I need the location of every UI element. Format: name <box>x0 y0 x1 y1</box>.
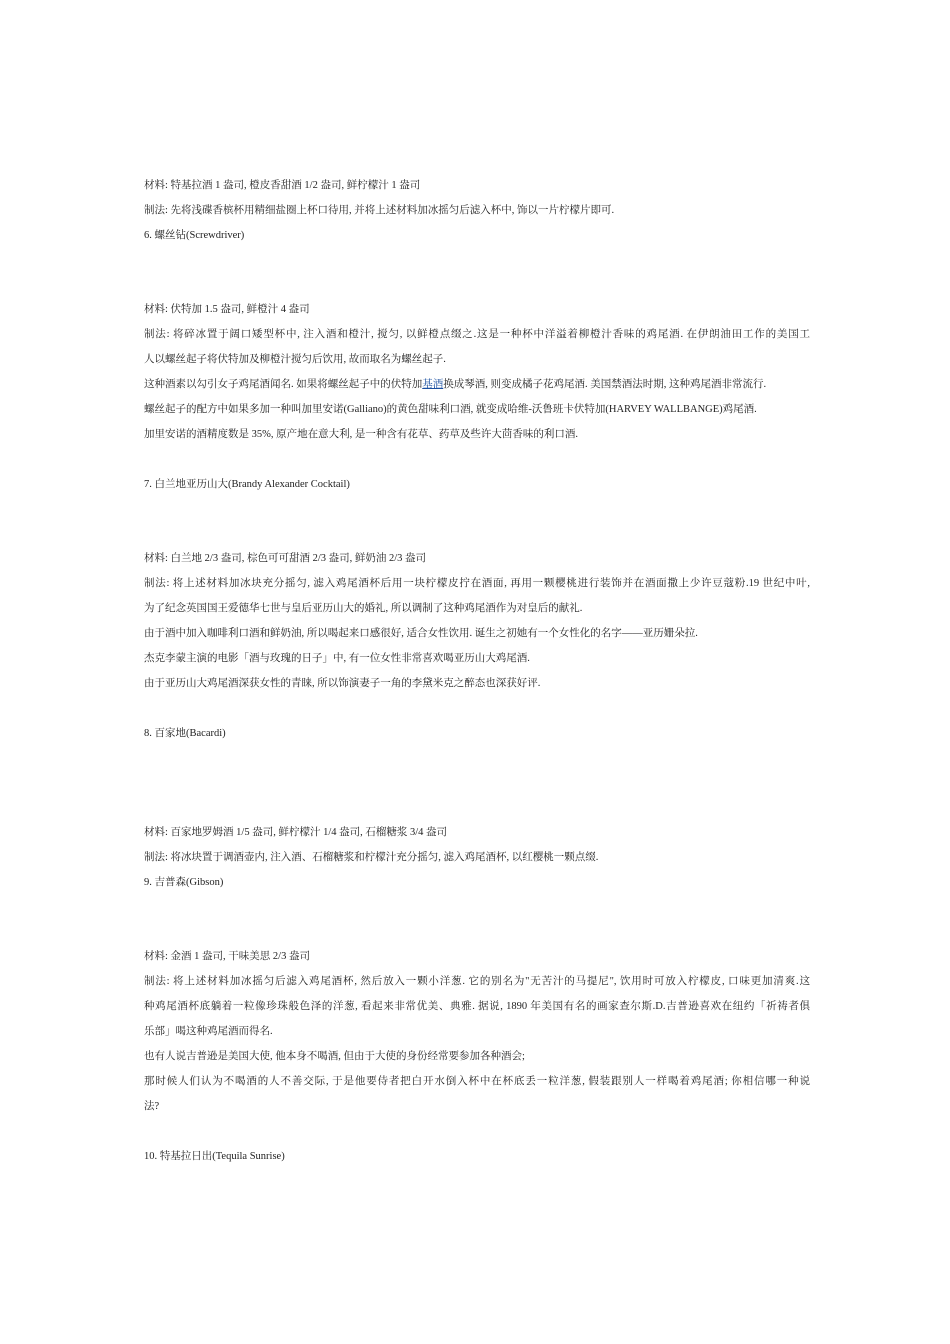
s6-paragraph-2 <box>144 378 810 392</box>
s6-paragraph-4: 加里安诺的酒精度数是 35%, 原产地在意大利, 是一种含有花草、药草及些许大茴香味的利口酒. <box>144 429 578 440</box>
s9-materials: 材料: 金酒 1 盎司, 干味美思 2/3 盎司 <box>144 951 310 962</box>
s9-heading: 9. 吉普森(Gibson) <box>144 877 224 888</box>
s6-p2-after: 换成琴酒, 则变成橘子花鸡尾酒. 美国禁酒法时期, 这种鸡尾酒非常流行. <box>443 379 767 390</box>
s7-paragraph-3: 杰克李蒙主演的电影「酒与玫瑰的日子」中, 有一位女性非常喜欢喝亚历山大鸡尾酒. <box>144 653 530 664</box>
s9-method-line3: 乐部」喝这种鸡尾酒而得名. <box>144 1026 273 1037</box>
s7-paragraph-2: 由于酒中加入咖啡利口酒和鲜奶油, 所以喝起来口感很好, 适合女性饮用. 诞生之初她有一个女性化的名字——亚历姗朵拉. <box>144 628 698 639</box>
s6-materials: 材料: 伏特加 1.5 盎司, 鲜橙汁 4 盎司 <box>144 304 310 315</box>
s6-method-line2: 人以螺丝起子将伏特加及柳橙汁搅匀后饮用, 故而取名为螺丝起子. <box>144 354 446 365</box>
s10-heading: 10. 特基拉日出(Tequila Sunrise) <box>144 1151 285 1162</box>
s9-method-line2: 种鸡尾酒杯底躺着一粒像珍珠般色泽的洋葱, 看起来非常优美、典雅. 据说, 1890 年美国有名的画家查尔斯.D.吉普逊喜欢在纽约「祈祷者俱 <box>144 1001 810 1012</box>
base-spirit-link[interactable]: 基酒 <box>422 379 444 390</box>
s7-paragraph-4: 由于亚历山大鸡尾酒深获女性的青睐, 所以饰演妻子一角的李黛米克之醉态也深获好评. <box>144 678 541 689</box>
s6-heading: 6. 螺丝钻(Screwdriver) <box>144 230 245 241</box>
s8-materials: 材料: 百家地罗姆酒 1/5 盎司, 鲜柠檬汁 1/4 盎司, 石榴糖浆 3/4 盎司 <box>144 827 448 838</box>
s9-paragraph-2: 也有人说吉普逊是美国大使, 他本身不喝酒, 但由于大使的身份经常要参加各种酒会; <box>144 1051 525 1062</box>
s6-p2-before: 这种酒素以勾引女子鸡尾酒闻名. 如果将螺丝起子中的伏特加 <box>144 379 423 390</box>
s9-paragraph-3-line2: 法? <box>144 1101 160 1112</box>
s7-method-line2: 为了纪念英国国王爱德华七世与皇后亚历山大的婚礼, 所以调制了这种鸡尾酒作为对皇后的献礼. <box>144 603 583 614</box>
s5-method: 制法: 先将浅碟香槟杯用精细盐圈上杯口待用, 并将上述材料加冰摇匀后滤入杯中, 饰以一片柠檬片即可. <box>144 205 615 216</box>
s8-method: 制法: 将冰块置于调酒壶内, 注入酒、石榴糖浆和柠檬汁充分摇匀, 滤入鸡尾酒杯, 以红樱桃一颗点缀. <box>144 852 599 863</box>
s7-method-line1: 制法: 将上述材料加冰块充分摇匀, 滤入鸡尾酒杯后用一块柠檬皮拧在酒面, 再用一颗樱桃进行装饰并在酒面撒上少许豆蔻粉.19 世纪中叶, <box>144 578 810 589</box>
s9-paragraph-3-line1: 那时候人们认为不喝酒的人不善交际, 于是他要侍者把白开水倒入杯中在杯底丢一粒洋葱, 假装跟别人一样喝着鸡尾酒; 你相信哪一种说 <box>144 1076 810 1087</box>
s9-method-line1: 制法: 将上述材料加冰摇匀后滤入鸡尾酒杯, 然后放入一颗小洋葱. 它的别名为"无苦汁的马提尼", 饮用时可放入柠檬皮, 口味更加清爽.这 <box>144 976 810 987</box>
s7-materials: 材料: 白兰地 2/3 盎司, 棕色可可甜酒 2/3 盎司, 鲜奶油 2/3 盎司 <box>144 553 427 564</box>
s8-heading: 8. 百家地(Bacardi) <box>144 728 226 739</box>
s7-heading: 7. 白兰地亚历山大(Brandy Alexander Cocktail) <box>144 479 350 490</box>
s6-paragraph-3: 螺丝起子的配方中如果多加一种叫加里安诺(Galliano)的黄色甜味利口酒, 就变成哈维-沃鲁班卡伏特加(HARVEY WALLBANGE)鸡尾酒. <box>144 404 757 415</box>
s5-materials: 材料: 特基拉酒 1 盎司, 橙皮香甜酒 1/2 盎司, 鲜柠檬汁 1 盎司 <box>144 180 421 191</box>
s6-method-line1: 制法: 将碎冰置于阔口矮型杯中, 注入酒和橙汁, 搅匀, 以鲜橙点缀之.这是一种杯中洋溢着柳橙汁香味的鸡尾酒. 在伊朗油田工作的美国工 <box>144 329 810 340</box>
